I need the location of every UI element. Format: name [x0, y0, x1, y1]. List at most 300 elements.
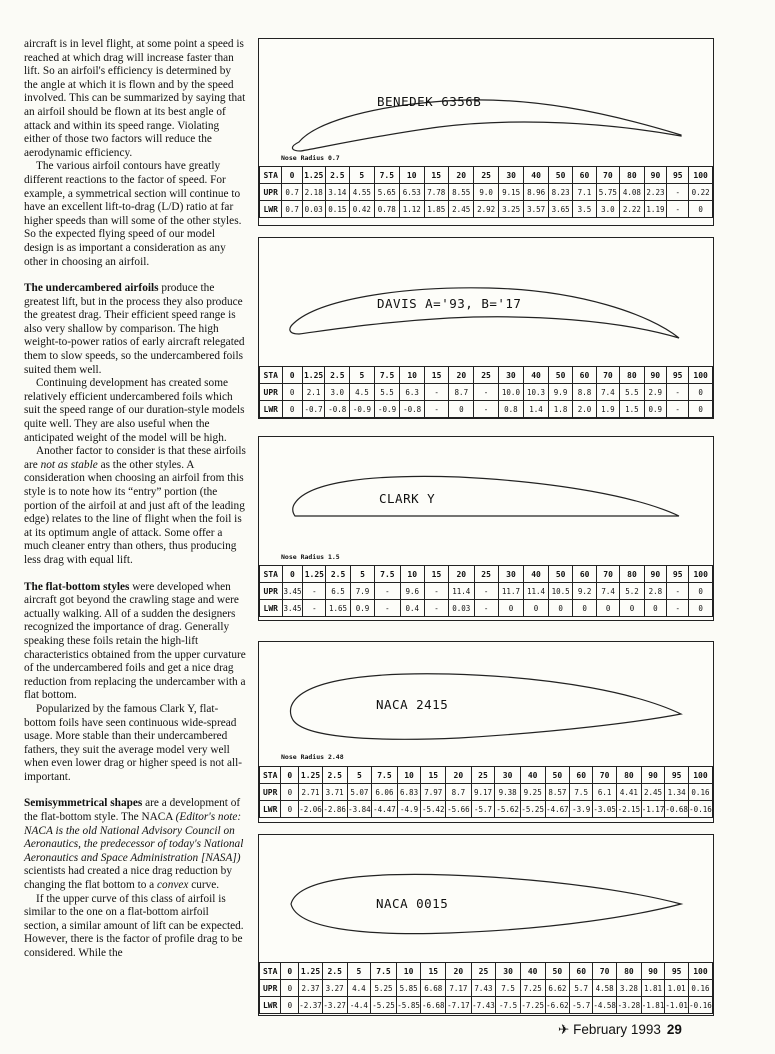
table-cell: -5.25 — [371, 997, 396, 1014]
table-cell: 0 — [281, 997, 299, 1014]
table-cell: 0.16 — [688, 980, 712, 997]
table-cell: 2.45 — [449, 201, 474, 218]
table-cell: 1.12 — [400, 201, 425, 218]
table-cell: 10.5 — [548, 583, 573, 600]
table-cell: 5 — [350, 167, 375, 184]
table-cell: 2.8 — [644, 583, 666, 600]
table-cell: 0.8 — [498, 401, 524, 418]
table-cell: 40 — [524, 167, 549, 184]
table-cell: 100 — [688, 963, 712, 980]
table-cell: 0 — [281, 980, 299, 997]
row-label: UPR — [260, 583, 283, 600]
coordinate-table — [259, 565, 713, 617]
paragraph: The undercambered airfoils produce the greatest lift, but in the process they also produce the greatest drag. Their efficient speed range is also very shallow by comparison. The high weight-to-power ratios of early aircraft relegated them to slow speeds, so the undercambered foils suited them well. — [24, 282, 245, 376]
table-cell: - — [667, 184, 689, 201]
table-cell: 3.28 — [617, 980, 642, 997]
table-cell: 30 — [495, 767, 520, 784]
table-cell: 3.57 — [524, 201, 549, 218]
table-cell: 6.5 — [326, 583, 351, 600]
table-cell: - — [424, 600, 448, 617]
article-column — [24, 38, 246, 961]
row-label: STA — [260, 767, 281, 784]
table-cell: 2.18 — [302, 184, 325, 201]
row-label: STA — [260, 566, 283, 583]
paragraph: The various airfoil contours have greatly different reactions to the factor of speed. For example, a symmetrical section will continue to have an excellent lift-to-drag (L/D) ratio at far higher speeds than will some of the other styles. So the expected flying speed of our model design is as important a consideration as any other in choosing an airfoil. — [24, 160, 242, 268]
table-cell: -5.85 — [396, 997, 421, 1014]
table-cell: 15 — [424, 566, 448, 583]
table-cell: -7.17 — [446, 997, 471, 1014]
row-label: STA — [260, 367, 283, 384]
table-cell: 11.4 — [449, 583, 475, 600]
table-cell: 60 — [570, 963, 593, 980]
table-cell: 2.45 — [641, 784, 665, 801]
table-cell: 8.7 — [449, 384, 474, 401]
table-cell: -7.25 — [520, 997, 545, 1014]
table-cell: - — [667, 401, 689, 418]
table-cell: 95 — [665, 767, 689, 784]
nose-radius: Nose Radius 2.48 — [281, 753, 344, 761]
table-cell: 6.83 — [397, 784, 421, 801]
table-cell: 0 — [281, 784, 299, 801]
table-cell: 90 — [641, 767, 665, 784]
table-cell: 2.5 — [322, 963, 347, 980]
table-cell: - — [425, 384, 449, 401]
table-cell: 0 — [524, 600, 549, 617]
table-cell: 5 — [347, 963, 371, 980]
row-label: STA — [260, 167, 282, 184]
table-cell: 3.45 — [282, 600, 303, 617]
airfoil-name: NACA 2415 — [376, 697, 449, 712]
table-cell: 40 — [520, 963, 545, 980]
table-cell: 0.9 — [350, 600, 374, 617]
table-cell: 90 — [644, 367, 667, 384]
upper-row — [260, 384, 713, 401]
table-cell: 100 — [689, 367, 713, 384]
table-cell: 3.5 — [573, 201, 596, 218]
table-cell: 9.15 — [498, 184, 523, 201]
table-cell: 5.25 — [371, 980, 396, 997]
table-cell: -1.01 — [665, 997, 689, 1014]
table-cell: 0 — [282, 401, 302, 418]
table-cell: 11.7 — [498, 583, 524, 600]
table-cell: 70 — [596, 566, 619, 583]
table-cell: 1.25 — [299, 963, 323, 980]
table-cell: -5.42 — [421, 801, 446, 818]
table-cell: - — [425, 401, 449, 418]
table-cell: 0 — [281, 801, 299, 818]
table-cell: 20 — [449, 367, 474, 384]
station-row — [260, 367, 713, 384]
upper-row — [260, 980, 713, 997]
table-cell: 50 — [548, 167, 573, 184]
table-cell: 9.2 — [573, 583, 596, 600]
row-label: UPR — [260, 980, 281, 997]
table-cell: 30 — [496, 963, 521, 980]
table-cell: 25 — [474, 167, 499, 184]
table-cell: 2.0 — [573, 401, 596, 418]
table-cell: -0.16 — [688, 801, 712, 818]
table-cell: 1.25 — [303, 566, 326, 583]
table-cell: 0 — [689, 201, 713, 218]
table-cell: 4.55 — [350, 184, 375, 201]
table-cell: 70 — [596, 367, 619, 384]
table-cell: 1.65 — [326, 600, 351, 617]
table-cell: 20 — [449, 566, 475, 583]
table-cell: 25 — [474, 367, 498, 384]
table-cell: 0 — [573, 600, 596, 617]
table-cell: 5.85 — [396, 980, 421, 997]
table-cell: -5.25 — [520, 801, 545, 818]
airfoil-name: BENEDEK 6356B — [377, 94, 482, 109]
paragraph: Continuing development has created some relatively efficient undercambered foils which suit the speed range of our duration-style models quite well. They are also useful when the anticipated weight of the model will be high. — [24, 377, 245, 444]
table-cell: -0.9 — [350, 401, 375, 418]
table-cell: 7.17 — [446, 980, 471, 997]
table-cell: -4.9 — [397, 801, 421, 818]
table-cell: 6.68 — [421, 980, 446, 997]
nose-radius: Nose Radius 1.5 — [281, 553, 340, 561]
table-cell: -0.8 — [325, 401, 350, 418]
table-cell: -2.86 — [322, 801, 347, 818]
airfoil-panel-naca-2415 — [258, 641, 714, 823]
table-cell: -2.37 — [299, 997, 323, 1014]
table-cell: - — [375, 583, 400, 600]
row-label: UPR — [260, 384, 283, 401]
table-cell: 0 — [689, 600, 713, 617]
table-cell: - — [667, 583, 689, 600]
table-cell: 2.71 — [299, 784, 323, 801]
table-cell: 5 — [347, 767, 372, 784]
coordinate-table — [259, 962, 713, 1014]
airfoil-profile-clark-y — [259, 437, 713, 557]
row-label: LWR — [260, 401, 283, 418]
table-cell: 7.1 — [573, 184, 596, 201]
table-cell: -5.7 — [570, 997, 593, 1014]
table-cell: 60 — [570, 767, 593, 784]
station-row — [260, 963, 713, 980]
table-cell: 4.08 — [620, 184, 645, 201]
table-cell: 5.75 — [596, 184, 620, 201]
table-cell: -0.8 — [400, 401, 425, 418]
table-cell: - — [303, 600, 326, 617]
table-cell: 20 — [446, 963, 471, 980]
table-cell: 7.5 — [372, 767, 397, 784]
table-cell: 2.5 — [322, 767, 347, 784]
table-cell: 10 — [397, 767, 421, 784]
table-cell: 2.5 — [326, 566, 351, 583]
table-cell: - — [375, 600, 400, 617]
table-cell: 0.03 — [302, 201, 325, 218]
station-row — [260, 767, 713, 784]
station-row — [260, 167, 713, 184]
table-cell: 20 — [446, 767, 471, 784]
airfoil-panel-naca-0015 — [258, 834, 714, 1016]
issue-date: February 1993 — [573, 1022, 661, 1037]
table-cell: 50 — [545, 767, 570, 784]
table-cell: 3.14 — [325, 184, 350, 201]
table-cell: 5.5 — [620, 384, 644, 401]
table-cell: 40 — [524, 367, 549, 384]
table-cell: 15 — [421, 767, 446, 784]
paragraph: aircraft is in level flight, at some point a speed is reached at which drag will increase faster than lift. So an airfoil's efficiency is determined by the angle at which it is flown and by the speed involved. This can be summarized by saying that an airfoil should be flown at its best angle of attack and within its speed range. Violating either of those two factors will reduce the aerodynamic efficiency. — [24, 38, 246, 159]
table-cell: 1.4 — [524, 401, 549, 418]
table-cell: 0 — [282, 167, 302, 184]
table-cell: 0 — [620, 600, 644, 617]
table-cell: 5.2 — [620, 583, 644, 600]
table-cell: 7.97 — [421, 784, 446, 801]
table-cell: 0 — [281, 963, 299, 980]
table-cell: 7.9 — [350, 583, 374, 600]
table-cell: 11.4 — [524, 583, 549, 600]
table-cell: 1.34 — [665, 784, 689, 801]
airfoil-name: NACA 0015 — [376, 896, 449, 911]
coordinate-table — [259, 366, 713, 418]
table-cell: 50 — [548, 566, 573, 583]
table-cell: 6.53 — [400, 184, 425, 201]
lower-row — [260, 401, 713, 418]
table-cell: -4.4 — [347, 997, 371, 1014]
table-cell: 40 — [520, 767, 545, 784]
table-cell: -4.47 — [372, 801, 397, 818]
table-cell: 95 — [667, 566, 689, 583]
table-cell: 0 — [498, 600, 524, 617]
table-cell: - — [667, 201, 689, 218]
airfoil-profile-naca-0015 — [259, 835, 713, 955]
row-label: LWR — [260, 600, 283, 617]
table-cell: 1.19 — [644, 201, 667, 218]
airfoil-panel-benedek — [258, 38, 714, 226]
table-cell: 10 — [400, 167, 425, 184]
lower-row — [260, 997, 713, 1014]
table-cell: 10.3 — [524, 384, 549, 401]
table-cell: -3.9 — [570, 801, 593, 818]
table-cell: 0.9 — [644, 401, 667, 418]
table-cell: 3.45 — [282, 583, 303, 600]
table-cell: 80 — [617, 767, 642, 784]
table-cell: 0 — [689, 401, 713, 418]
row-label: STA — [260, 963, 281, 980]
table-cell: 90 — [644, 566, 666, 583]
table-cell: -2.06 — [299, 801, 323, 818]
table-cell: 20 — [449, 167, 474, 184]
table-cell: 95 — [667, 167, 689, 184]
table-cell: 1.85 — [424, 201, 449, 218]
nose-radius: Nose Radius 0.7 — [281, 154, 340, 162]
table-cell: 5 — [350, 367, 375, 384]
table-cell: - — [303, 583, 326, 600]
table-cell: -3.05 — [593, 801, 617, 818]
table-cell: 2.22 — [620, 201, 645, 218]
table-cell: 3.27 — [322, 980, 347, 997]
table-cell: -0.9 — [374, 401, 400, 418]
upper-row — [260, 184, 713, 201]
table-cell: 8.7 — [446, 784, 471, 801]
table-cell: 25 — [474, 566, 498, 583]
table-cell: -0.7 — [302, 401, 325, 418]
table-cell: - — [424, 583, 448, 600]
table-cell: -5.7 — [471, 801, 495, 818]
table-cell: 2.9 — [644, 384, 667, 401]
table-cell: -0.16 — [688, 997, 712, 1014]
table-cell: 25 — [471, 963, 496, 980]
table-cell: -1.81 — [641, 997, 665, 1014]
table-cell: 90 — [644, 167, 667, 184]
table-cell: 10 — [400, 566, 424, 583]
table-cell: 5.5 — [374, 384, 400, 401]
coordinate-table — [259, 166, 713, 218]
table-cell: 2.23 — [644, 184, 667, 201]
table-cell: 7.5 — [375, 566, 400, 583]
upper-row — [260, 583, 713, 600]
table-cell: 0 — [449, 401, 474, 418]
table-cell: 1.5 — [620, 401, 644, 418]
table-cell: 7.4 — [596, 583, 619, 600]
table-cell: -7.43 — [471, 997, 496, 1014]
table-cell: 0 — [282, 566, 303, 583]
table-cell: 1.9 — [596, 401, 619, 418]
page-footer — [558, 1022, 682, 1038]
table-cell: -6.68 — [421, 997, 446, 1014]
table-cell: 0.78 — [374, 201, 399, 218]
table-cell: 7.25 — [520, 980, 545, 997]
table-cell: 9.0 — [474, 184, 499, 201]
table-cell: 6.62 — [545, 980, 570, 997]
table-cell: -4.67 — [545, 801, 570, 818]
table-cell: 10 — [400, 367, 425, 384]
table-cell: 8.23 — [548, 184, 573, 201]
table-cell: 90 — [641, 963, 665, 980]
airfoil-name: DAVIS A='93, B='17 — [377, 296, 522, 311]
row-label: UPR — [260, 184, 282, 201]
table-cell: 4.4 — [347, 980, 371, 997]
table-cell: 70 — [596, 167, 620, 184]
table-cell: 3.0 — [325, 384, 350, 401]
upper-row — [260, 784, 713, 801]
table-cell: -2.15 — [617, 801, 642, 818]
table-cell: 70 — [593, 767, 617, 784]
table-cell: 2.5 — [325, 367, 350, 384]
table-cell: 8.57 — [545, 784, 570, 801]
table-cell: 7.5 — [570, 784, 593, 801]
table-cell: 4.58 — [593, 980, 617, 997]
table-cell: 1.01 — [665, 980, 689, 997]
table-cell: 15 — [425, 367, 449, 384]
table-cell: 50 — [548, 367, 572, 384]
table-cell: 7.5 — [374, 167, 399, 184]
airplane-icon: ✈ — [558, 1022, 570, 1037]
table-cell: - — [667, 384, 689, 401]
table-cell: 50 — [545, 963, 570, 980]
table-cell: 0 — [282, 367, 302, 384]
table-cell: 9.38 — [495, 784, 520, 801]
paragraph: The flat-bottom styles were developed when aircraft got beyond the crawling stage and were actually walking. All of a sudden the designers recognized the importance of drag. Generally speaking these foils retain the high-lift characteristics obtained from the upper curvature of the undercambered foils and get a nice drag reduction from replacing the undercamber with a flat bottom. — [24, 580, 246, 702]
table-cell: 2.1 — [302, 384, 325, 401]
table-cell: 70 — [593, 963, 617, 980]
table-cell: 80 — [620, 167, 645, 184]
table-cell: 60 — [573, 566, 596, 583]
table-cell: 3.71 — [322, 784, 347, 801]
table-cell: 30 — [498, 566, 524, 583]
table-cell: 0.4 — [400, 600, 424, 617]
table-cell: 4.5 — [350, 384, 375, 401]
table-cell: 100 — [688, 767, 712, 784]
table-cell: 5.7 — [570, 980, 593, 997]
table-cell: 0.42 — [350, 201, 375, 218]
table-cell: 0.22 — [689, 184, 713, 201]
coordinate-table — [259, 766, 713, 818]
table-cell: - — [474, 600, 498, 617]
table-cell: 0 — [281, 767, 299, 784]
airfoil-name: CLARK Y — [379, 491, 436, 506]
table-cell: 60 — [573, 167, 596, 184]
row-label: LWR — [260, 997, 281, 1014]
table-cell: 80 — [620, 367, 644, 384]
table-cell: 5 — [350, 566, 374, 583]
table-cell: 3.0 — [596, 201, 620, 218]
table-cell: 2.92 — [474, 201, 499, 218]
table-cell: 7.4 — [596, 384, 619, 401]
table-cell: 40 — [524, 566, 549, 583]
table-cell: 80 — [617, 963, 642, 980]
table-cell: 7.5 — [371, 963, 396, 980]
section-heading: The flat-bottom styles — [24, 580, 130, 593]
airfoil-panel-davis — [258, 237, 714, 419]
paragraph: If the upper curve of this class of airfoil is similar to the one on a flat-bottom airfoil section, a similar amount of lift can be expected. However, there is the factor of profile drag to be considered. While the — [24, 892, 244, 959]
table-cell: 8.96 — [524, 184, 549, 201]
table-cell: 0.03 — [449, 600, 475, 617]
table-cell: 0 — [689, 583, 713, 600]
table-cell: 0 — [596, 600, 619, 617]
table-cell: 6.1 — [593, 784, 617, 801]
lower-row — [260, 600, 713, 617]
table-cell: -1.17 — [641, 801, 665, 818]
table-cell: -4.58 — [593, 997, 617, 1014]
table-cell: 100 — [689, 167, 713, 184]
paragraph: Another factor to consider is that these airfoils are not as stable as the other styles. A consideration when choosing an airfoil from this style is to note how its “entry” portion (the portion of the airfoil at and just aft of the leading edge) relates to the line of flight when the foil is at its optimum angle of attack. Some offer a much cleaner entry than others, thus producing less drag with equal lift. — [24, 445, 246, 566]
table-cell: 30 — [498, 167, 523, 184]
row-label: LWR — [260, 201, 282, 218]
lower-row — [260, 801, 713, 818]
table-cell: 1.25 — [299, 767, 323, 784]
table-cell: 0 — [282, 384, 302, 401]
paragraph: Popularized by the famous Clark Y, flat-bottom foils have seen continuous wide-spread usage. More stable than their undercambered fathers, they suit the average model very well when even lower drag or higher speed is not all-important. — [24, 702, 243, 783]
table-cell: 7.5 — [496, 980, 521, 997]
airfoil-profile-naca-2415 — [259, 642, 713, 762]
table-cell: - — [474, 401, 498, 418]
table-cell: 10.0 — [498, 384, 524, 401]
table-cell: 10 — [396, 963, 421, 980]
table-cell: -5.66 — [446, 801, 471, 818]
table-cell: 0 — [689, 384, 713, 401]
table-cell: 2.37 — [299, 980, 323, 997]
airfoil-profile-benedek — [259, 39, 713, 159]
table-cell: -5.62 — [495, 801, 520, 818]
row-label: UPR — [260, 784, 281, 801]
table-cell: 1.25 — [302, 367, 325, 384]
table-cell: 7.5 — [374, 367, 400, 384]
table-cell: 4.41 — [617, 784, 642, 801]
table-cell: 6.3 — [400, 384, 425, 401]
section-heading: Semisymmetrical shapes — [24, 797, 143, 810]
table-cell: 30 — [498, 367, 524, 384]
table-cell: - — [667, 600, 689, 617]
table-cell: 8.8 — [573, 384, 596, 401]
lower-row — [260, 201, 713, 218]
table-cell: -7.5 — [496, 997, 521, 1014]
table-cell: 9.6 — [400, 583, 424, 600]
table-cell: 100 — [689, 566, 713, 583]
table-cell: 9.17 — [471, 784, 495, 801]
station-row — [260, 566, 713, 583]
